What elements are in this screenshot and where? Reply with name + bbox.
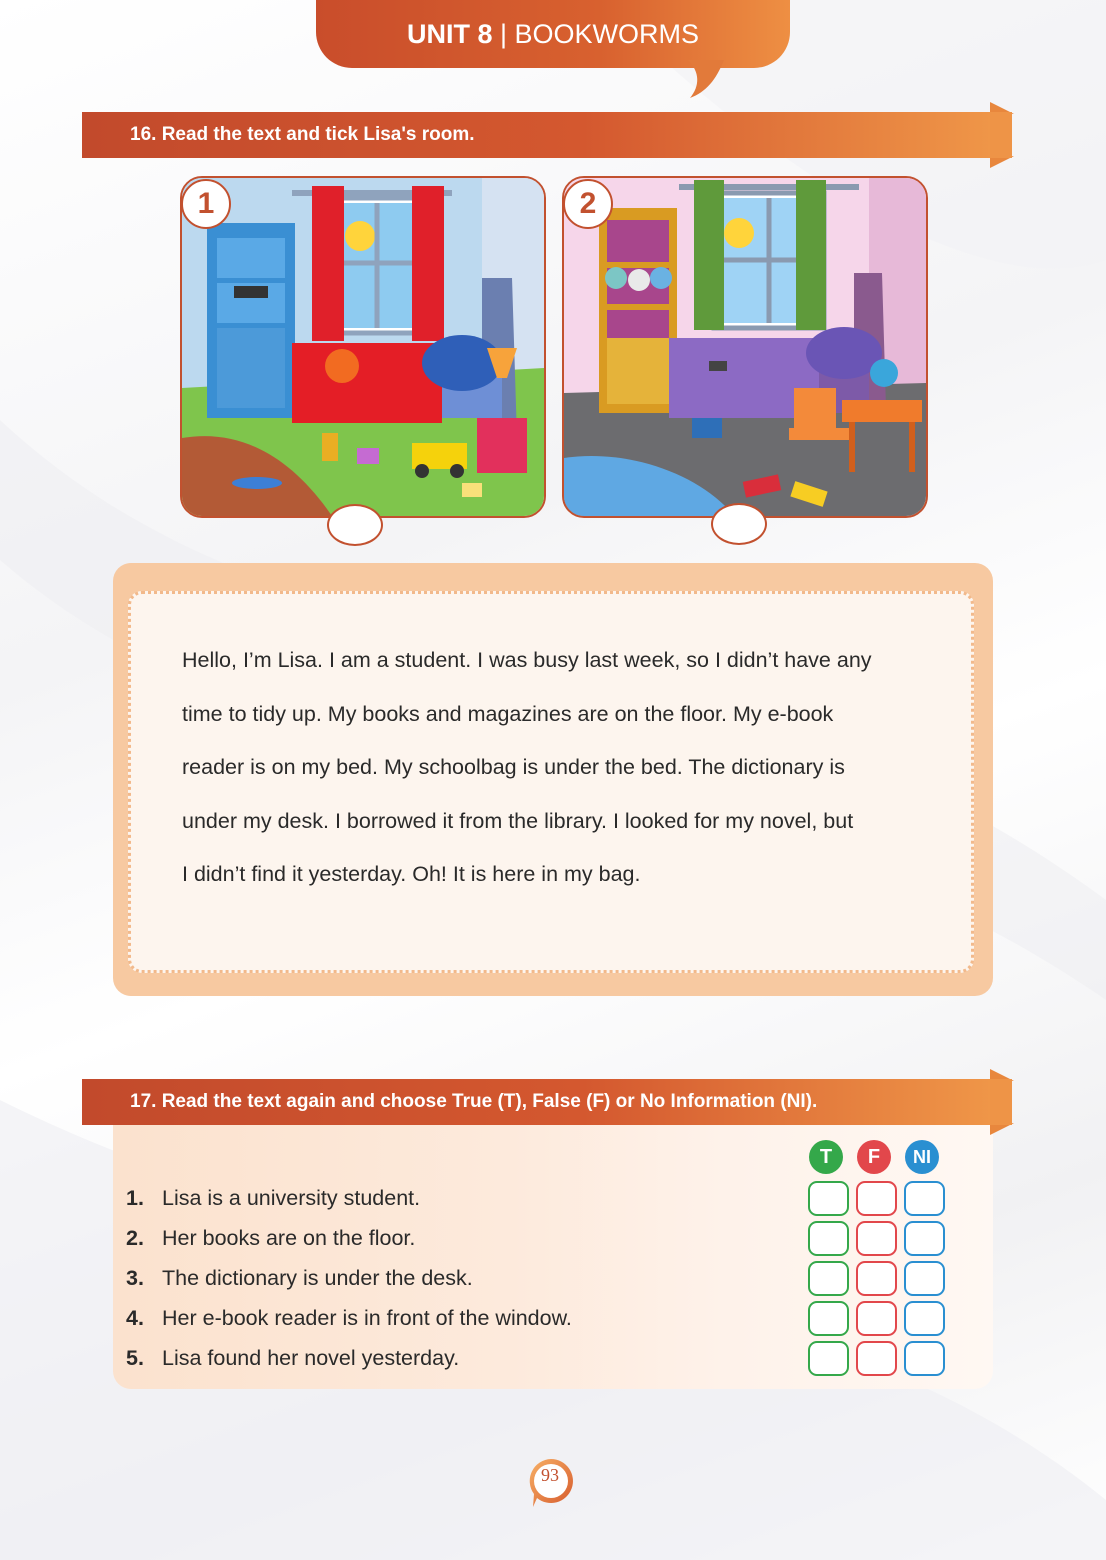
answer-box-1-f[interactable] [856,1181,897,1216]
unit-separator: | [492,19,515,49]
answer-box-2-t[interactable] [808,1221,849,1256]
text-line: under my desk. I borrowed it from the library. I looked for my novel, but [182,808,854,833]
picture-number-2: 2 [563,179,613,229]
exercise-17-instruction: 17. Read the text again and choose True (T), False (F) or No Information (NI). [130,1091,818,1112]
answer-box-2-ni[interactable] [904,1221,945,1256]
statement-number: 1. [126,1186,144,1210]
answer-box-3-ni[interactable] [904,1261,945,1296]
answer-box-2-f[interactable] [856,1221,897,1256]
answer-box-3-f[interactable] [856,1261,897,1296]
true-column-header: T [809,1140,843,1174]
statement-4 [126,1306,572,1331]
tick-box-room-1[interactable] [327,504,383,546]
text-line: Hello, I’m Lisa. I am a student. I was busy last week, so I didn’t have any [182,648,872,672]
unit-title: BOOKWORMS [514,19,700,49]
statement-number: 5. [126,1346,144,1370]
page-number-text: 93 [541,1465,559,1485]
room-picture-2 [562,176,928,518]
reading-text [182,640,942,908]
answer-box-5-t[interactable] [808,1341,849,1376]
answer-box-1-ni[interactable] [904,1181,945,1216]
statement-text: Her books are on the floor. [162,1226,416,1250]
statement-number: 2. [126,1226,144,1250]
false-column-header: F [857,1140,891,1174]
statement-number: 4. [126,1306,144,1330]
answer-box-3-t[interactable] [808,1261,849,1296]
statement-text: Lisa found her novel yesterday. [162,1346,460,1370]
answer-box-5-f[interactable] [856,1341,897,1376]
statement-text: Lisa is a university student. [162,1186,421,1210]
answer-box-4-f[interactable] [856,1301,897,1336]
exercise-16-instruction-bar [82,112,992,158]
answer-box-4-t[interactable] [808,1301,849,1336]
answer-box-1-t[interactable] [808,1181,849,1216]
statement-1 [126,1186,420,1211]
exercise-17-instruction-bar [82,1079,992,1125]
messy-room-illustration [182,178,544,516]
tidy-room-illustration [564,178,926,516]
unit-label: UNIT 8 [406,19,493,49]
statement-2 [126,1226,415,1251]
text-line: I didn’t find it yesterday. Oh! It is here in my bag. [182,862,641,886]
statement-text: Her e-book reader is in front of the window. [162,1306,572,1330]
bar-arrow-icon [990,1069,1014,1135]
room-picture-1 [180,176,546,518]
statement-3 [126,1266,473,1291]
answer-box-5-ni[interactable] [904,1341,945,1376]
no-information-column-header: NI [905,1140,939,1174]
unit-header [316,0,790,68]
page-number [527,1457,575,1509]
text-line: reader is on my bed. My schoolbag is under the bed. The dictionary is [182,755,845,779]
text-line: time to tidy up. My books and magazines are on the floor. My e-book [182,701,834,726]
tick-box-room-2[interactable] [711,503,767,545]
statement-text: The dictionary is under the desk. [162,1266,473,1290]
picture-number-1: 1 [181,179,231,229]
statement-number: 3. [126,1266,144,1290]
exercise-16-instruction: 16. Read the text and tick Lisa's room. [130,124,475,145]
bar-arrow-icon [990,102,1014,168]
statement-5 [126,1346,459,1371]
speech-tail-decoration [686,60,726,100]
answer-box-4-ni[interactable] [904,1301,945,1336]
